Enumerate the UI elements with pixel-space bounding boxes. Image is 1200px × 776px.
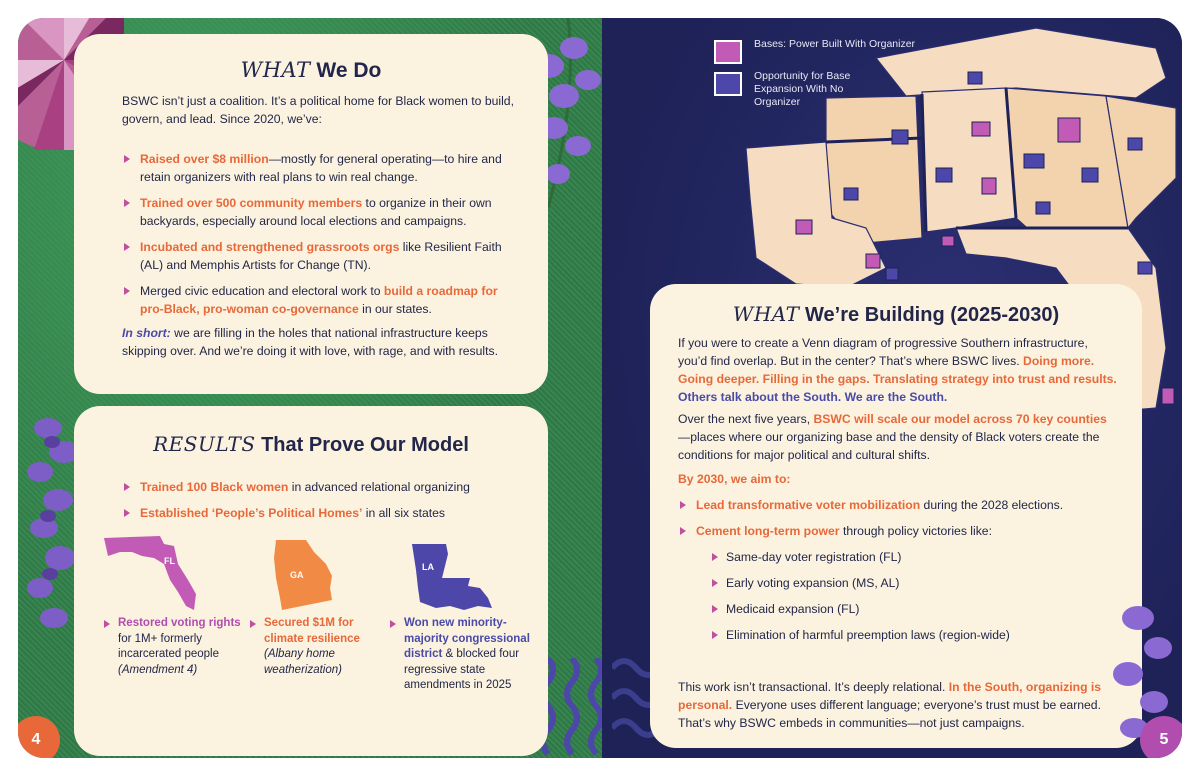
title-script-word: WHAT [732, 302, 800, 326]
what-we-do-card [74, 34, 548, 394]
title-bold-words: We Do [316, 59, 382, 82]
georgia-label: GA [290, 570, 304, 580]
florida-label: FL [164, 556, 175, 566]
in-short-paragraph: In short: we are filling in the holes that national infrastructure keeps skipping over. And we’re doing it with love, with rage, and with results. [122, 326, 498, 358]
results-list [122, 478, 522, 530]
florida-result: Restored voting rights for 1M+ formerly incarcerated people (Amendment 4) [118, 616, 248, 678]
what-we-do-list [122, 150, 522, 326]
legend-swatch-pink [714, 40, 742, 64]
what-we-do-title [74, 58, 548, 83]
georgia-result: Secured $1M for climate resilience (Albany home weatherization) [264, 616, 382, 678]
florida-state-shape [102, 534, 202, 614]
wave-pattern-decoration [538, 658, 608, 758]
louisiana-label: LA [422, 562, 434, 572]
legend-label: Opportunity for Base Expansion With No Organizer [754, 70, 851, 108]
what-were-building-card [650, 284, 1142, 748]
building-intro: If you were to create a Venn diagram of progressive Southern infrastructure, you’d find overlap. But in the center? That’s where BSWC lives. Doing more. Going deeper. Filling in the gaps. Translating strategy into trust and results. Others talk about the South. We are the South. [678, 336, 1117, 404]
list-item: Lead transformative voter mobilization during the 2028 elections. [678, 496, 1118, 514]
list-item: Medicaid expansion (FL) [696, 600, 1118, 618]
list-item: Trained over 500 community members to organize in their own backyards, especially around local elections and campaigns. [122, 194, 522, 230]
georgia-state-shape [270, 538, 342, 618]
louisiana-result: Won new minority-majority congressional district & blocked four regressive state amendments in 2025 [404, 616, 540, 694]
aim-heading: By 2030, we aim to: [678, 472, 791, 486]
policy-list [696, 548, 1118, 644]
page-number-left: 4 [18, 716, 60, 758]
building-closing: This work isn’t transactional. It’s deeply relational. In the South, organizing is personal. Everyone uses different language; everyone’s trust must be earned. That’s why BSWC embeds in communities—not just campaigns. [678, 680, 1102, 730]
title-script-word: WHAT [240, 58, 311, 82]
title-bold-words: That Prove Our Model [261, 434, 469, 456]
map-legend [714, 38, 915, 110]
list-item: Incubated and strengthened grassroots orgs like Resilient Faith (AL) and Memphis Artists for Change (TN). [122, 238, 522, 274]
list-item: Established ‘People’s Political Homes’ in all six states [122, 504, 522, 522]
legend-label: Bases: Power Built With Organizer [754, 38, 916, 50]
louisiana-state-shape [408, 540, 498, 618]
what-we-do-intro: BSWC isn’t just a coalition. It’s a political home for Black women to build, govern, and lead. Since 2020, we’ve: [122, 94, 514, 126]
list-item: Early voting expansion (MS, AL) [696, 574, 1118, 592]
building-paragraph-2: Over the next five years, BSWC will scale our model across 70 key counties—places where our organizing base and the density of Black voters create the conditions for major political and cultural shifts. [678, 412, 1107, 462]
list-item: Cement long-term power through policy victories like: Same-day voter registration (FL) Early voting expansion (MS, AL) Medicaid expansion (FL) Elimination of harmful preemption laws (region-wide) [678, 522, 1118, 644]
page-number-right: 5 [1140, 716, 1182, 758]
results-card [74, 406, 548, 756]
left-page [18, 18, 602, 758]
title-bold-words: We’re Building (2025-2030) [805, 304, 1060, 326]
list-item: Trained 100 Black women in advanced relational organizing [122, 478, 522, 496]
list-item: Raised over $8 million—mostly for general operating—to hire and retain organizers with real plans to win real change. [122, 150, 522, 186]
results-title [74, 432, 548, 457]
list-item: Merged civic education and electoral work to build a roadmap for pro-Black, pro-woman co-governance in our states. [122, 282, 522, 318]
legend-item [714, 38, 915, 70]
list-item: Same-day voter registration (FL) [696, 548, 1118, 566]
aims-list [678, 496, 1118, 652]
brochure-spread [18, 18, 1182, 758]
list-item: Elimination of harmful preemption laws (region-wide) [696, 626, 1118, 644]
legend-item [714, 70, 915, 110]
what-were-building-title [650, 302, 1142, 327]
title-script-word: RESULTS [153, 432, 256, 456]
legend-swatch-blue [714, 72, 742, 96]
